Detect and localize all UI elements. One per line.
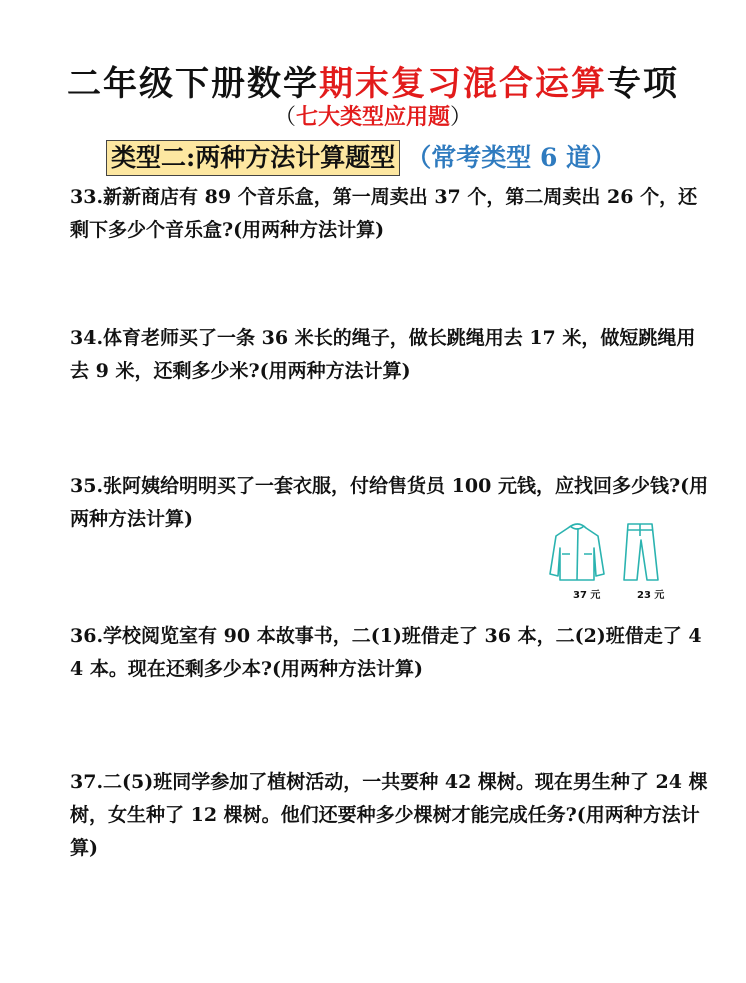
question-35: 35.张阿姨给明明买了一套衣服，付给售货员 100 元钱，应找回多少钱?(用两种方法计算)	[70, 475, 709, 530]
question-37: 37.二(5)班同学参加了植树活动，一共要种 42 棵树。现在男生种了 24 棵树，女生种了 12 棵树。他们还要种多少棵树才能完成任务?(用两种方法计算)	[70, 771, 708, 859]
question-33: 33.新新商店有 89 个音乐盒，第一周卖出 37 个，第二周卖出 26 个，还剩下多少个音乐盒?(用两种方法计算)	[70, 186, 698, 241]
jacket-icon	[550, 524, 604, 580]
jacket-price-label: 37 元	[573, 590, 601, 601]
title-part2: 专项	[607, 64, 679, 104]
section-heading	[106, 138, 616, 176]
title-highlight: 期末复习混合运算	[319, 64, 607, 104]
section-note: （常考类型 6 道）	[406, 143, 617, 172]
question-34: 34.体育老师买了一条 36 米长的绳子，做长跳绳用去 17 米，做短跳绳用去 9 米，还剩多少米?(用两种方法计算)	[70, 327, 696, 382]
page-subtitle	[0, 100, 746, 131]
pants-price-label: 23 元	[637, 590, 665, 601]
page-title	[0, 56, 746, 105]
section-type-label: 类型二:两种方法计算题型	[106, 140, 400, 176]
pants-icon	[624, 524, 658, 580]
subtitle-close-paren: ）	[450, 105, 473, 130]
subtitle-open-paren: （	[273, 105, 296, 130]
title-part1: 二年级下册数学	[67, 64, 319, 104]
subtitle-text: 七大类型应用题	[295, 104, 450, 130]
question-36: 36.学校阅览室有 90 本故事书，二(1)班借走了 36 本，二(2)班借走了 44 本。现在还剩多少本?(用两种方法计算)	[70, 625, 702, 680]
